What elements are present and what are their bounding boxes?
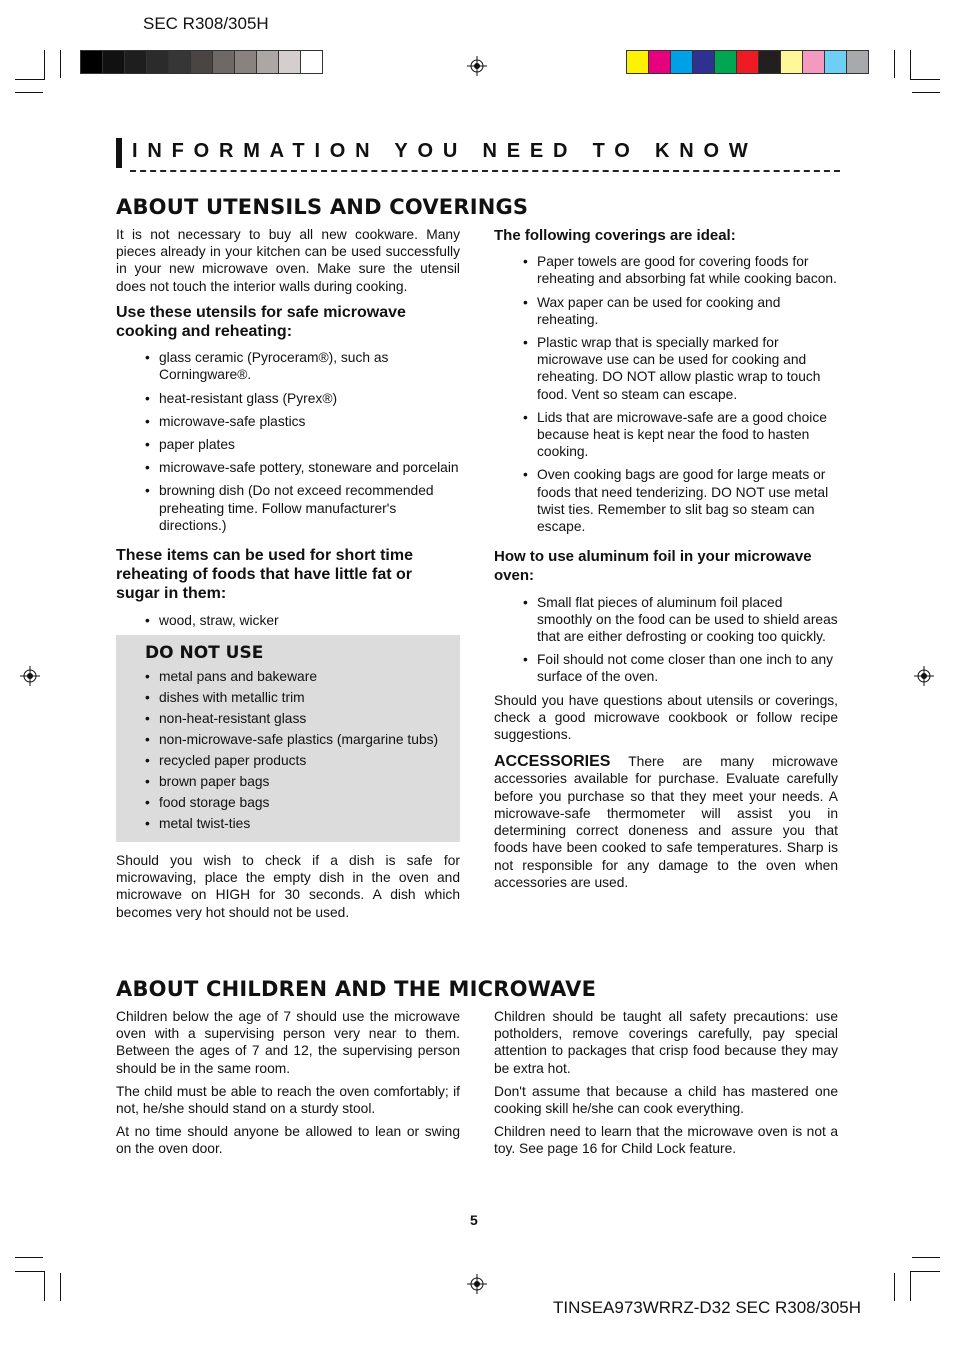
calibration-swatch — [301, 51, 322, 73]
children-paragraph: Children should be taught all safety precautions: use potholders, remove coverings carefully, pay special attention to packages that crisp food because they may be extra hot. — [494, 1009, 838, 1076]
children-paragraph: At no time should anyone be allowed to lean or swing on the oven door. — [116, 1124, 460, 1157]
list-item: • Lids that are microwave-safe are a good choice because heat is kept near the food to hasten cooking. — [537, 409, 838, 461]
calibration-swatch — [781, 51, 803, 73]
children-paragraph: Don't assume that because a child has mastered one cooking skill he/she can cook everything. — [494, 1083, 838, 1117]
utensils-intro: It is not necessary to buy all new cookware. Many pieces already in your kitchen can be used successfully in your new microwave oven. Make sure the utensil does not touch the interior walls during cooking. — [116, 227, 460, 294]
list-item: • Plastic wrap that is specially marked for microwave use can be used for cooking and reheating. DO NOT allow plastic wrap to touch food. Vent so steam can escape. — [537, 334, 838, 403]
accessories-paragraph — [494, 753, 838, 891]
calibration-swatch — [213, 51, 235, 73]
calibration-swatch — [737, 51, 759, 73]
coverings-heading: The following coverings are ideal: — [494, 227, 736, 244]
list-item: • microwave-safe plastics — [159, 413, 460, 430]
list-item: • dishes with metallic trim — [159, 689, 460, 706]
calibration-swatch — [803, 51, 825, 73]
page-title: INFORMATION YOU NEED TO KNOW — [132, 140, 758, 162]
list-item: • Oven cooking bags are good for large meats or foods that need tenderizing. DO NOT use metal twist ties. Remember to slit bag so steam can escape. — [537, 466, 838, 535]
check-dish-text: Should you wish to check if a dish is safe for microwaving, place the empty dish in the oven and microwave on HIGH for 30 seconds. A dish which becomes very hot should not be used. — [116, 853, 460, 920]
children-paragraph: Children below the age of 7 should use the microwave oven with a supervising person very near to them. Between the ages of 7 and 12, the supervising person should be in the same room. — [116, 1009, 460, 1076]
do-not-use-box — [116, 635, 460, 842]
list-item: • non-heat-resistant glass — [159, 710, 460, 727]
list-item: • Wax paper can be used for cooking and reheating. — [537, 294, 838, 328]
list-item: • microwave-safe pottery, stoneware and porcelain — [159, 459, 460, 476]
registration-mark-icon — [914, 666, 934, 686]
safe-utensils-list — [116, 349, 460, 534]
list-item: • brown paper bags — [159, 773, 460, 790]
children-heading: ABOUT CHILDREN AND THE MICROWAVE — [116, 977, 597, 1001]
gray-calibration-bar — [80, 50, 323, 74]
calibration-swatch — [191, 51, 213, 73]
list-item: • Small flat pieces of aluminum foil placed smoothly on the food can be used to shield areas that are either defrosting or cooking too quickly. — [537, 594, 838, 646]
do-not-use-list — [116, 668, 460, 832]
calibration-swatch — [235, 51, 257, 73]
list-item: • metal pans and bakeware — [159, 668, 460, 685]
list-item: • non-microwave-safe plastics (margarine tubs) — [159, 731, 460, 748]
calibration-swatch — [825, 51, 847, 73]
list-item: • recycled paper products — [159, 752, 460, 769]
header-code: SEC R308/305H — [143, 14, 269, 33]
page-number: 5 — [470, 1212, 478, 1228]
questions-text: Should you have questions about utensils or coverings, check a good microwave cookbook or follow recipe suggestions. — [494, 692, 838, 743]
calibration-swatch — [627, 51, 649, 73]
do-not-use-heading: DO NOT USE — [145, 642, 264, 663]
calibration-swatch — [147, 51, 169, 73]
registration-mark-icon — [467, 56, 487, 76]
utensils-left-column — [116, 226, 460, 927]
accessories-text: There are many microwave accessories available for purchase. Evaluate carefully before you purchase so that they meet your needs. A microwave-safe thermometer will assist you in determining correct doneness and assure you that foods have been cooked to safe temperatures. Sharp is not responsible for any damage to the oven when accessories are used. — [494, 754, 838, 890]
list-item: • wood, straw, wicker — [159, 612, 460, 629]
list-item: • glass ceramic (Pyroceram®), such as Corningware®. — [159, 349, 460, 383]
safe-utensils-heading: Use these utensils for safe microwave cooking and reheating: — [116, 303, 406, 341]
coverings-list — [494, 253, 838, 535]
list-item: • browning dish (Do not exceed recommended preheating time. Follow manufacturer's directions.) — [159, 482, 460, 534]
color-calibration-bar — [626, 50, 869, 74]
children-paragraph: Children need to learn that the microwave oven is not a toy. See page 16 for Child Lock feature. — [494, 1124, 838, 1157]
calibration-swatch — [279, 51, 301, 73]
children-left-column — [116, 1008, 460, 1164]
list-item: • Paper towels are good for covering foods for reheating and absorbing fat while cooking bacon. — [537, 253, 838, 287]
calibration-swatch — [257, 51, 279, 73]
short-reheat-list — [116, 612, 460, 629]
registration-mark-icon — [20, 666, 40, 686]
footer-code: TINSEA973WRRZ-D32 SEC R308/305H — [553, 1298, 862, 1317]
calibration-swatch — [759, 51, 781, 73]
children-right-column — [494, 1008, 838, 1164]
calibration-swatch — [649, 51, 671, 73]
calibration-swatch — [169, 51, 191, 73]
calibration-swatch — [693, 51, 715, 73]
calibration-swatch — [847, 51, 868, 73]
utensils-heading: ABOUT UTENSILS AND COVERINGS — [116, 195, 529, 219]
short-reheat-heading: These items can be used for short time reheating of foods that have little fat or sugar in them: — [116, 547, 413, 603]
foil-list — [494, 594, 838, 686]
calibration-swatch — [671, 51, 693, 73]
registration-mark-icon — [467, 1274, 487, 1294]
calibration-swatch — [81, 51, 103, 73]
list-item: • metal twist-ties — [159, 815, 460, 832]
list-item: • paper plates — [159, 436, 460, 453]
list-item: • heat-resistant glass (Pyrex®) — [159, 390, 460, 407]
title-underline — [130, 170, 840, 173]
list-item: • Foil should not come closer than one inch to any surface of the oven. — [537, 651, 838, 685]
calibration-swatch — [103, 51, 125, 73]
foil-heading: How to use aluminum foil in your microwave oven: — [494, 548, 812, 585]
accessories-label: ACCESSORIES — [494, 753, 611, 771]
list-item: • food storage bags — [159, 794, 460, 811]
children-paragraph: The child must be able to reach the oven comfortably; if not, he/she should stand on a sturdy stool. — [116, 1083, 460, 1117]
calibration-swatch — [125, 51, 147, 73]
title-marker — [116, 138, 122, 168]
utensils-right-column — [494, 226, 838, 897]
calibration-swatch — [715, 51, 737, 73]
